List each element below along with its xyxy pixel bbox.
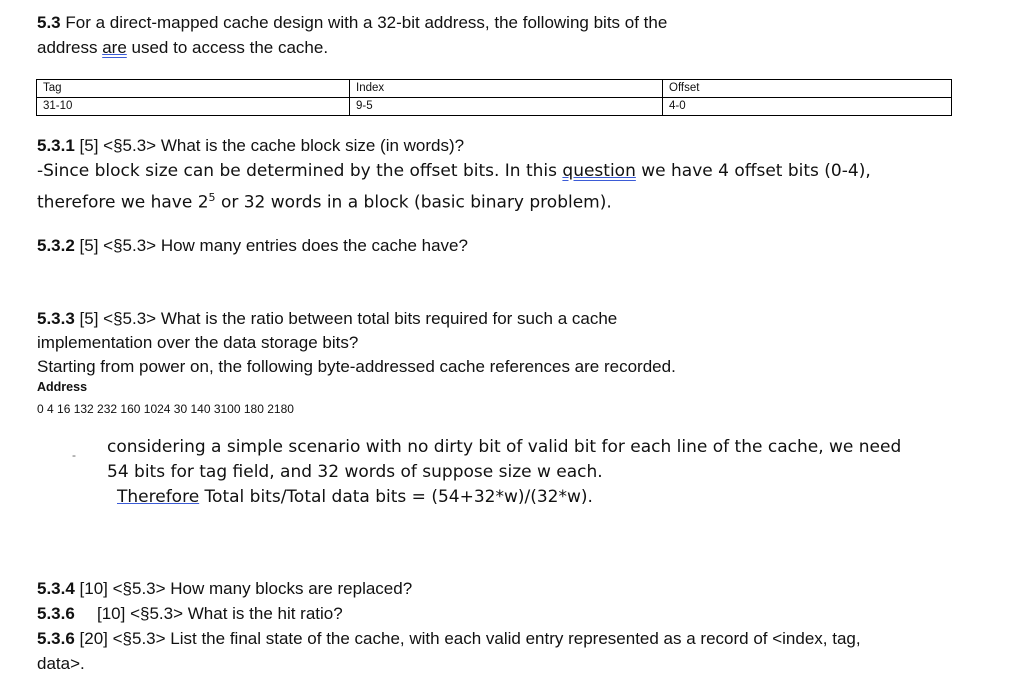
value-offset: 4-0 (663, 98, 952, 116)
answer-text: we have 4 offset bits (0-4), (635, 161, 871, 181)
answer-text: -Since block size can be determined by the offset bits. In this (37, 161, 563, 181)
address-bits-table (36, 79, 952, 116)
question-5-3-3-line2: implementation over the data storage bits? (37, 333, 359, 352)
question-text: [20] <§5.3> List the final state of the cache, with each valid entry represented as a record of <index, tag, (74, 629, 861, 648)
question-number: 5.3.6 (37, 604, 75, 623)
question-text: [5] <§5.3> What is the ratio between total bits required for such a cache (74, 309, 618, 328)
address-values: 0 4 16 132 232 160 1024 30 140 3100 180 2180 (37, 402, 294, 416)
question-5-3-3-line1 (37, 307, 617, 331)
question-text: used to access the cache. (126, 38, 329, 57)
question-text: [5] <§5.3> How many entries does the cache have? (74, 236, 468, 255)
value-index: 9-5 (350, 98, 663, 116)
question-number: 5.3.1 (37, 136, 75, 155)
question-5-3-1 (37, 134, 464, 158)
value-tag: 31-10 (37, 98, 350, 116)
question-number: 5.3.6 (37, 629, 75, 648)
question-text: [10] <§5.3> How many blocks are replaced? (74, 579, 413, 598)
answer-line3 (117, 485, 593, 510)
exponent: 5 (208, 191, 216, 204)
answer-5-3-1-line2 (37, 185, 612, 216)
question-number: 5.3.4 (37, 579, 75, 598)
question-text: address (37, 38, 103, 57)
spellcheck-word: Therefore (117, 487, 200, 507)
question-text: For a direct-mapped cache design with a 32-bit address, the following bits of the (60, 13, 668, 32)
question-number: 5.3.2 (37, 236, 75, 255)
table-value-row (37, 98, 952, 116)
header-tag: Tag (37, 80, 350, 98)
answer-5-3-1-line1 (37, 159, 871, 184)
question-5-3-line1 (37, 11, 667, 35)
question-5-3-4 (37, 577, 412, 601)
question-5-3-6-state (37, 627, 861, 651)
table-header-row (37, 80, 952, 98)
answer-line1: considering a simple scenario with no dirty bit of valid bit for each line of the cache, we need (107, 437, 902, 457)
header-index: Index (350, 80, 663, 98)
question-text: [10] <§5.3> What is the hit ratio? (97, 604, 343, 623)
question-number: 5.3 (37, 13, 61, 32)
spellcheck-word: are (102, 38, 127, 57)
question-text: [5] <§5.3> What is the cache block size (in words)? (74, 136, 465, 155)
answer-line2: 54 bits for tag field, and 32 words of suppose size w each. (107, 462, 603, 482)
question-5-3-2 (37, 234, 468, 258)
question-number: 5.3.3 (37, 309, 75, 328)
spellcheck-word: question (562, 161, 636, 181)
question-5-3-6-hit (37, 602, 343, 626)
answer-text: therefore we have 2 (37, 192, 209, 213)
bullet-marker: - (72, 448, 76, 462)
question-5-3-6-state-line2: data>. (37, 654, 85, 673)
address-label: Address (37, 380, 88, 394)
question-5-3-3-line3: Starting from power on, the following byte-addressed cache references are recorded. (37, 357, 676, 376)
answer-text: Total bits/Total data bits = (54+32*w)/(32*w). (199, 487, 593, 507)
header-offset: Offset (663, 80, 952, 98)
question-5-3-line2 (37, 36, 328, 60)
answer-text: or 32 words in a block (basic binary problem). (215, 192, 612, 213)
